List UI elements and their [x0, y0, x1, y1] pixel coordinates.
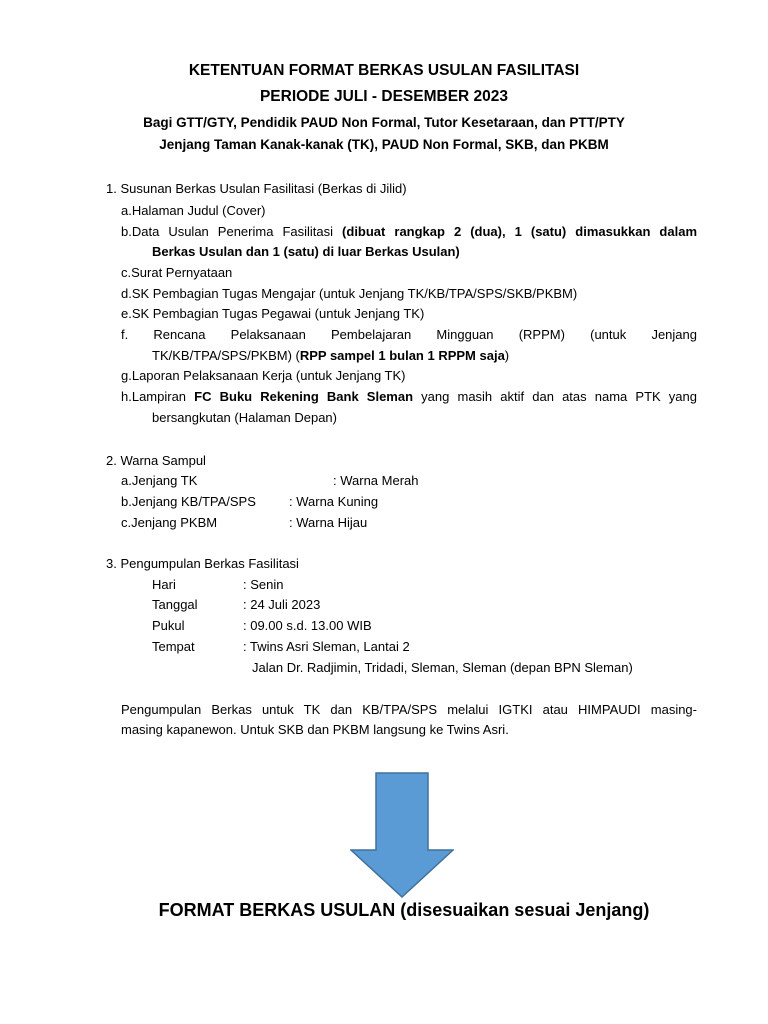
cover-row-value: : Warna Hijau [289, 515, 368, 530]
section1-item-f-bold: RPP sampel 1 bulan 1 RPPM saja [299, 348, 505, 363]
section1-item-f-line2 [152, 348, 509, 364]
section1-item-b [121, 224, 697, 240]
cover-row-label: a.Jenjang TK [121, 473, 198, 488]
section1-item-f-text: TK/KB/TPA/SPS/PKBM) ( [152, 348, 300, 363]
schedule-row-value: : 09.00 s.d. 13.00 WIB [243, 618, 372, 633]
schedule-row-value: : 24 Juli 2023 [243, 597, 321, 612]
section3-heading: 3. Pengumpulan Berkas Fasilitasi [106, 556, 299, 571]
cover-row-value: : Warna Merah [333, 473, 419, 488]
section1-item-h-bold: FC Buku Rekening Bank Sleman [194, 389, 414, 404]
collection-note-line2: masing kapanewon. Untuk SKB dan PKBM langsung ke Twins Asri. [121, 722, 509, 737]
schedule-row-label: Hari [152, 577, 176, 592]
section2-heading: 2. Warna Sampul [106, 453, 206, 468]
down-arrow-icon [350, 772, 454, 898]
document-subtitle: Bagi GTT/GTY, Pendidik PAUD Non Formal, Tutor Kesetaraan, dan PTT/PTY [143, 115, 625, 130]
section1-item-f: f. Rencana Pelaksanaan Pembelajaran Mingguan (RPPM) (untuk Jenjang [121, 327, 697, 342]
section1-item-e: e.SK Pembagian Tugas Pegawai (untuk Jenjang TK) [121, 306, 425, 321]
cover-row-label: b.Jenjang KB/TPA/SPS [121, 494, 256, 509]
section1-item-h-line2: bersangkutan (Halaman Depan) [152, 410, 337, 425]
schedule-row-label: Tempat [152, 639, 195, 654]
section1-item-b-line2: Berkas Usulan dan 1 (satu) di luar Berkas Usulan) [152, 244, 460, 259]
section1-heading: 1. Susunan Berkas Usulan Fasilitasi (Berkas di Jilid) [106, 181, 407, 196]
document-subtitle-level: Jenjang Taman Kanak-kanak (TK), PAUD Non Formal, SKB, dan PKBM [159, 137, 609, 152]
section1-item-f-close: ) [504, 348, 510, 363]
section1-item-a: a.Halaman Judul (Cover) [121, 203, 266, 218]
section1-item-h-text: h.Lampiran [121, 389, 195, 404]
document-title: KETENTUAN FORMAT BERKAS USULAN FASILITASI [188, 62, 580, 79]
section1-item-c: c.Surat Pernyataan [121, 265, 233, 280]
document-period: PERIODE JULI - DESEMBER 2023 [259, 88, 509, 105]
schedule-row-label: Tanggal [152, 597, 198, 612]
format-section-title: FORMAT BERKAS USULAN (disesuaikan sesuai Jenjang) [158, 900, 650, 920]
schedule-row-label: Pukul [152, 618, 185, 633]
cover-row-label: c.Jenjang PKBM [121, 515, 218, 530]
section1-item-b-bold: (dibuat rangkap 2 (dua), 1 (satu) dimasukkan dalam [342, 224, 698, 239]
cover-row-value: : Warna Kuning [289, 494, 379, 509]
section1-item-d: d.SK Pembagian Tugas Mengajar (untuk Jenjang TK/KB/TPA/SPS/SKB/PKBM) [121, 286, 578, 301]
section1-item-h [121, 389, 697, 405]
section1-item-b-text: b.Data Usulan Penerima Fasilitasi [121, 224, 343, 239]
schedule-row-value: : Twins Asri Sleman, Lantai 2 [243, 639, 410, 654]
section1-item-g: g.Laporan Pelaksanaan Kerja (untuk Jenjang TK) [121, 368, 406, 383]
schedule-row-value: : Senin [243, 577, 284, 592]
collection-note-line1: Pengumpulan Berkas untuk TK dan KB/TPA/SPS melalui IGTKI atau HIMPAUDI masing- [121, 702, 697, 717]
section1-item-h-suffix: yang masih aktif dan atas nama PTK yang [413, 389, 697, 404]
schedule-address: Jalan Dr. Radjimin, Tridadi, Sleman, Sleman (depan BPN Sleman) [252, 660, 633, 675]
